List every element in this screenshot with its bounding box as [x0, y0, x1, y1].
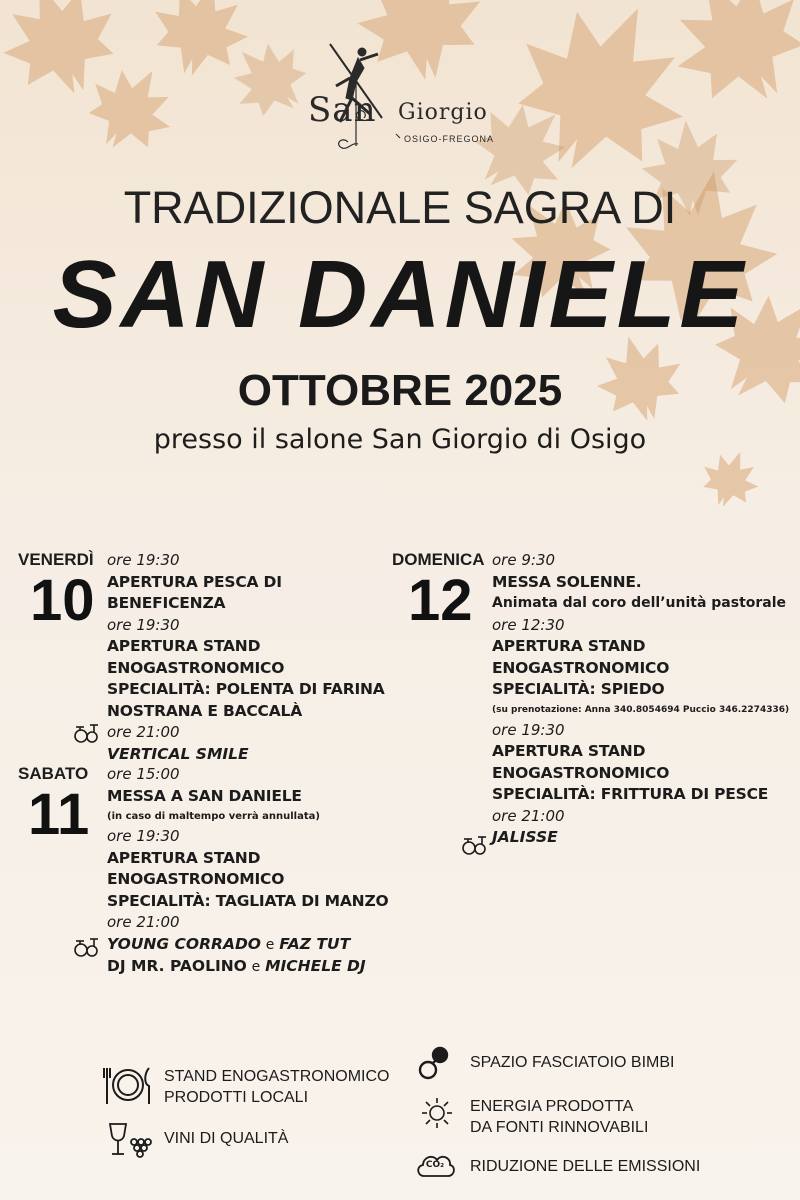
legend-stand — [164, 1066, 390, 1108]
friday-event2a: APERTURA STAND — [107, 637, 261, 655]
saturday-time1: ore 15:00 — [107, 765, 180, 783]
sunday-time3: ore 19:30 — [492, 720, 565, 739]
sunday-number: 12 — [408, 568, 473, 633]
logo — [300, 38, 520, 158]
sunday-event3b: ENOGASTRONOMICO — [492, 763, 670, 782]
saturday-event2a: APERTURA STAND — [107, 848, 261, 867]
friday-time1: ore 19:30 — [107, 551, 180, 569]
co2-label: CO₂ — [425, 1160, 445, 1170]
sunday-name: DOMENICA — [392, 550, 485, 569]
title-line1: TRADIZIONALE SAGRA DI — [123, 182, 677, 233]
sunday-event2a: APERTURA STAND — [492, 637, 646, 655]
saturday-music2b: MICHELE DJ — [265, 957, 366, 975]
legend-emissioni: RIDUZIONE DELLE EMISSIONI — [470, 1158, 701, 1175]
friday-number: 10 — [30, 568, 95, 633]
saturday-join1: e — [265, 936, 275, 953]
saturday-music1a: YOUNG CORRADO — [107, 934, 261, 953]
logo-giorgio-text: Giorgio — [398, 100, 488, 125]
legend-vini: VINI DI QUALITÀ — [164, 1130, 289, 1147]
saturday-program — [107, 764, 397, 979]
sun-icon — [420, 1096, 454, 1130]
legend-energia-line2: DA FONTI RINNOVABILI — [470, 1119, 649, 1136]
saturday-time2: ore 19:30 — [107, 827, 180, 845]
sunday-note2: (su prenotazione: Anna 340.8054694 Puccio 346.2274336) — [492, 704, 790, 715]
legend-stand-line1: STAND ENOGASTRONOMICO — [164, 1068, 390, 1085]
sunday-event3a: APERTURA STAND — [492, 742, 646, 760]
saturday-music-line1 — [107, 934, 397, 957]
friday-music: VERTICAL SMILE — [107, 744, 249, 763]
drum-kit-icon — [72, 936, 100, 958]
saturday-number: 11 — [28, 782, 90, 847]
saturday-music2a: DJ MR. PAOLINO — [107, 957, 247, 975]
saturday-event2b: ENOGASTRONOMICO — [107, 870, 285, 888]
sunday-note1: Animata dal coro dell’unità pastorale — [492, 595, 787, 611]
saturday-music1b: FAZ TUT — [279, 934, 351, 953]
friday-time3: ore 21:00 — [107, 723, 180, 741]
sunday-program — [492, 550, 792, 849]
sunday-time2: ore 12:30 — [492, 615, 565, 634]
friday-event2c: SPECIALITÀ: POLENTA DI FARINA — [107, 680, 385, 698]
friday-event1: APERTURA PESCA DI BENEFICENZA — [107, 572, 282, 612]
friday-event2d: NOSTRANA E BACCALÀ — [107, 701, 302, 720]
title-main: SAN DANIELE — [52, 241, 748, 348]
legend-fasciatoio: SPAZIO FASCIATOIO BIMBI — [470, 1054, 675, 1071]
sunday-time4: ore 21:00 — [492, 806, 565, 825]
logo-subtitle: OSIGO-FREGONA — [404, 134, 495, 144]
saturday-event2c: SPECIALITÀ: TAGLIATA DI MANZO — [107, 891, 389, 910]
sunday-time1: ore 9:30 — [492, 551, 556, 569]
saturday-join2: e — [251, 959, 261, 975]
pacifier-icon — [416, 1042, 452, 1082]
saturday-name: SABATO — [18, 764, 89, 783]
sunday-event2c: SPECIALITÀ: SPIEDO — [492, 680, 665, 698]
logo-san-text: San — [308, 90, 377, 130]
friday-time2: ore 19:30 — [107, 615, 180, 634]
saturday-music-line2 — [107, 956, 397, 979]
event-date: OTTOBRE 2025 — [237, 366, 563, 415]
saturday-event1: MESSA A SAN DANIELE — [107, 786, 302, 805]
sunday-music: JALISSE — [492, 828, 558, 846]
saturday-note1: (in caso di maltempo verrà annullata) — [107, 811, 320, 822]
legend-stand-line2: PRODOTTI LOCALI — [164, 1089, 309, 1106]
legend-energia-line1: ENERGIA PRODOTTA — [470, 1098, 634, 1115]
friday-name: VENERDÌ — [18, 550, 94, 569]
legend-energia — [470, 1096, 648, 1138]
friday-event2b: ENOGASTRONOMICO — [107, 658, 285, 677]
drum-kit-icon — [460, 834, 488, 856]
event-venue: presso il salone San Giorgio di Osigo — [153, 424, 647, 455]
saturday-time3: ore 21:00 — [107, 913, 180, 931]
wine-grapes-icon — [104, 1120, 152, 1162]
sunday-event2b: ENOGASTRONOMICO — [492, 658, 670, 677]
drum-kit-icon — [72, 722, 100, 744]
sunday-event3c: SPECIALITÀ: FRITTURA DI PESCE — [492, 785, 769, 803]
cutlery-plate-icon — [102, 1064, 154, 1106]
friday-program — [107, 550, 397, 765]
sunday-event1: MESSA SOLENNE. — [492, 572, 642, 591]
